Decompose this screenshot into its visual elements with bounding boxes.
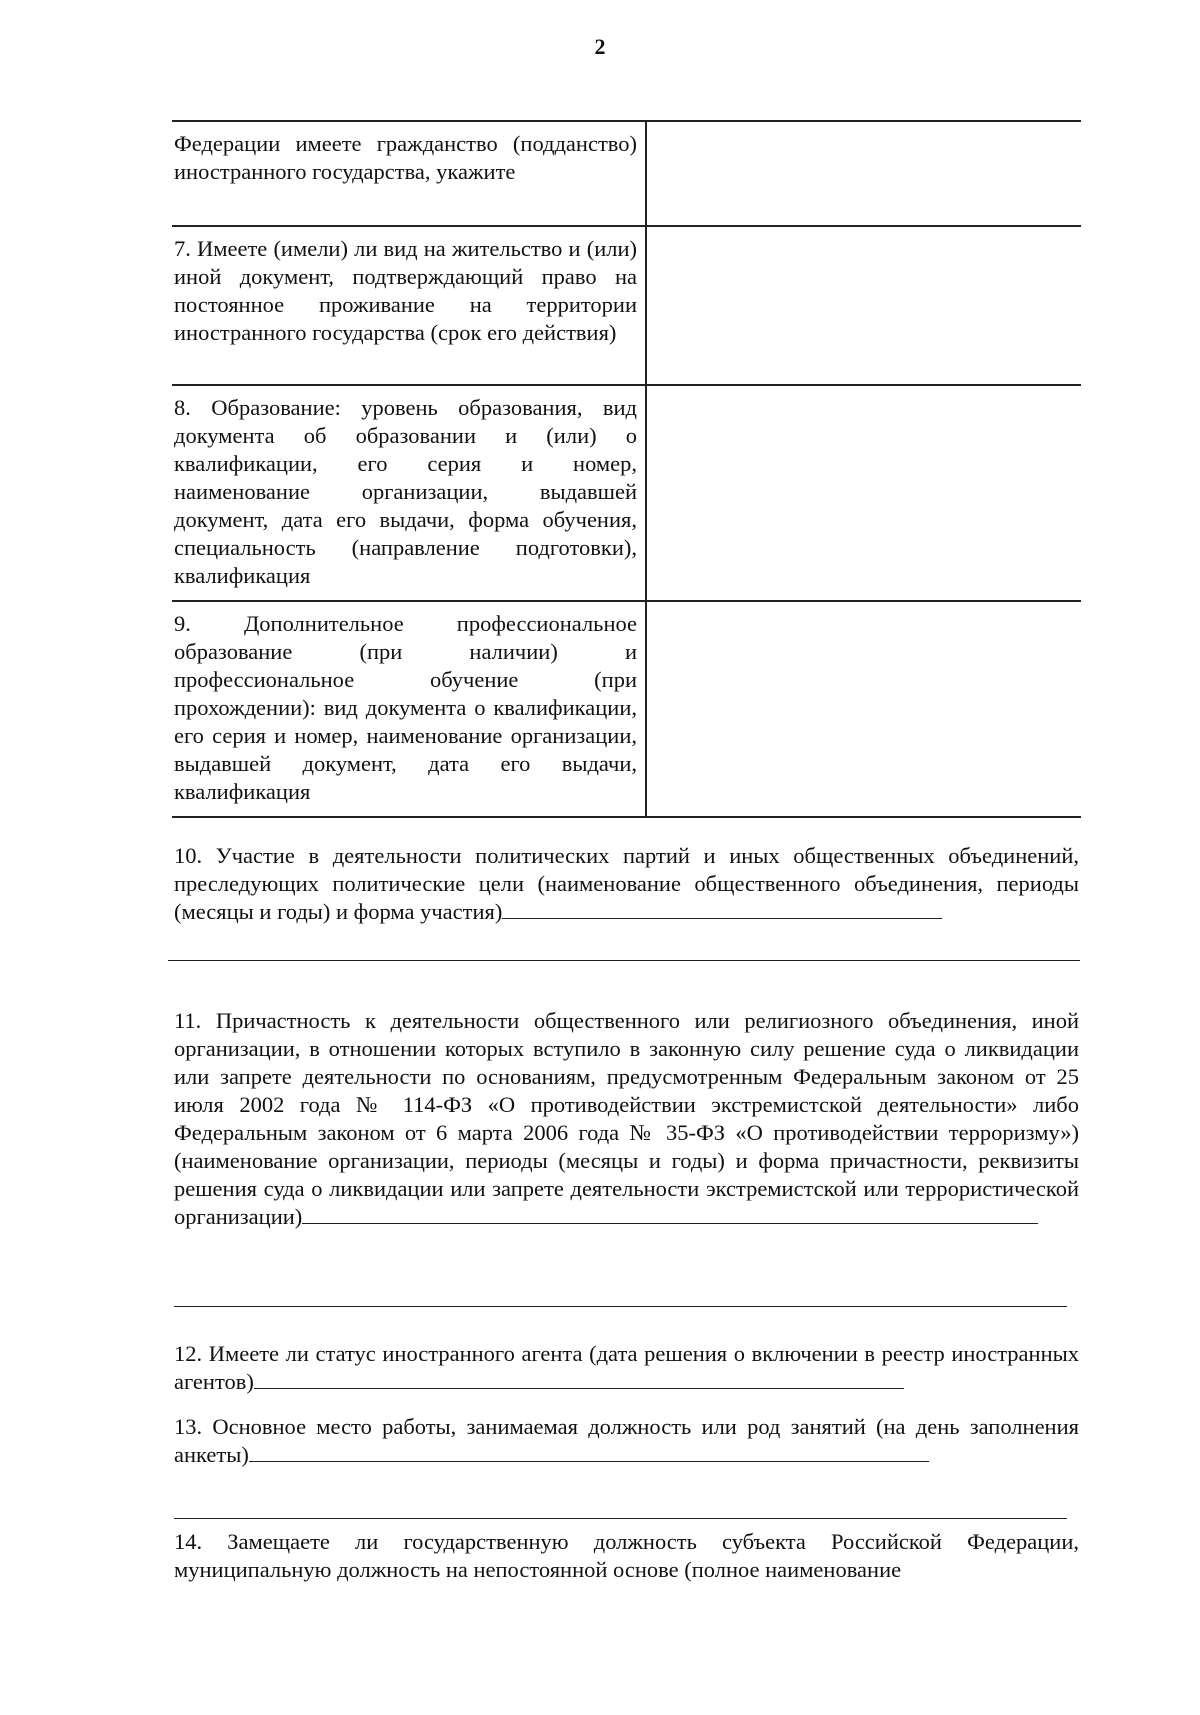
table-row	[172, 121, 1081, 226]
question-12-text: 12. Имеете ли статус иностранного агента (дата решения о включении в реестр иностранных агентов)	[174, 1341, 1079, 1394]
question-11	[174, 1007, 1079, 1231]
question-cell	[172, 601, 646, 817]
question-14-text: 14. Замещаете ли государственную должность субъекта Российской Федерации, муниципальную должность на непостоянной основе (полное наименование	[174, 1529, 1079, 1582]
answer-line-10[interactable]	[502, 900, 942, 919]
question-12	[174, 1340, 1079, 1396]
answer-line-11[interactable]	[302, 1205, 1038, 1224]
question-14	[174, 1528, 1079, 1584]
question-10-text: 10. Участие в деятельности политических партий и иных общественных объединений, преследующих политические цели (наименование общественного объединения, периоды (месяцы и годы) и форма участия)	[174, 843, 1079, 924]
questionnaire-table	[172, 120, 1081, 818]
question-text: 9. Дополнительное профессиональное образование (при наличии) и профессиональное обучение (при прохождении): вид документа о квалификации, его серия и номер, наименование организации, выдавшей документ, дата его выдачи, квалификация	[174, 611, 637, 804]
question-text: 7. Имеете (имели) ли вид на жительство и (или) иной документ, подтверждающий право на постоянное проживание на территории иностранного государства (срок его действия)	[174, 236, 637, 345]
answer-cell[interactable]	[646, 226, 1081, 385]
question-text: Федерации имеете гражданство (подданство) иностранного государства, укажите	[174, 131, 637, 184]
question-cell	[172, 226, 646, 385]
table-row	[172, 385, 1081, 601]
question-13-text: 13. Основное место работы, занимаемая должность или род занятий (на день заполнения анкеты)	[174, 1414, 1079, 1467]
question-11-text: 11. Причастность к деятельности общественного или религиозного объединения, иной организации, в отношении которых вступило в законную силу решение суда о ликвидации или запрете деятельности по основаниям, предусмотренным Федеральным законом от 25 июля 2002 года № 114-ФЗ «О противодействии экстремистской деятельности» либо Федеральным законом от 6 марта 2006 года № 35-ФЗ «О противодействии терроризму») (наименование организации, периоды (месяцы и годы) и форма причастности, реквизиты решения суда о ликвидации или запрете деятельности экстремистской или террористической организации)	[174, 1008, 1079, 1229]
answer-line-13-extra[interactable]	[174, 1518, 1067, 1519]
table-row	[172, 601, 1081, 817]
table-row	[172, 226, 1081, 385]
answer-cell[interactable]	[646, 121, 1081, 226]
answer-line-11-extra[interactable]	[174, 1306, 1067, 1307]
answer-cell[interactable]	[646, 601, 1081, 817]
question-text: 8. Образование: уровень образования, вид документа об образовании и (или) о квалификации, его серия и номер, наименование организации, выдавшей документ, дата его выдачи, форма обучения, специальность (направление подготовки), квалификация	[174, 395, 637, 588]
answer-line-13[interactable]	[249, 1443, 929, 1462]
question-cell	[172, 385, 646, 601]
answer-line-10-extra[interactable]	[168, 960, 1080, 961]
answer-cell[interactable]	[646, 385, 1081, 601]
answer-line-12[interactable]	[254, 1370, 904, 1389]
question-13	[174, 1413, 1079, 1469]
page-number: 2	[594, 34, 606, 59]
question-cell	[172, 121, 646, 226]
question-10	[174, 842, 1079, 926]
